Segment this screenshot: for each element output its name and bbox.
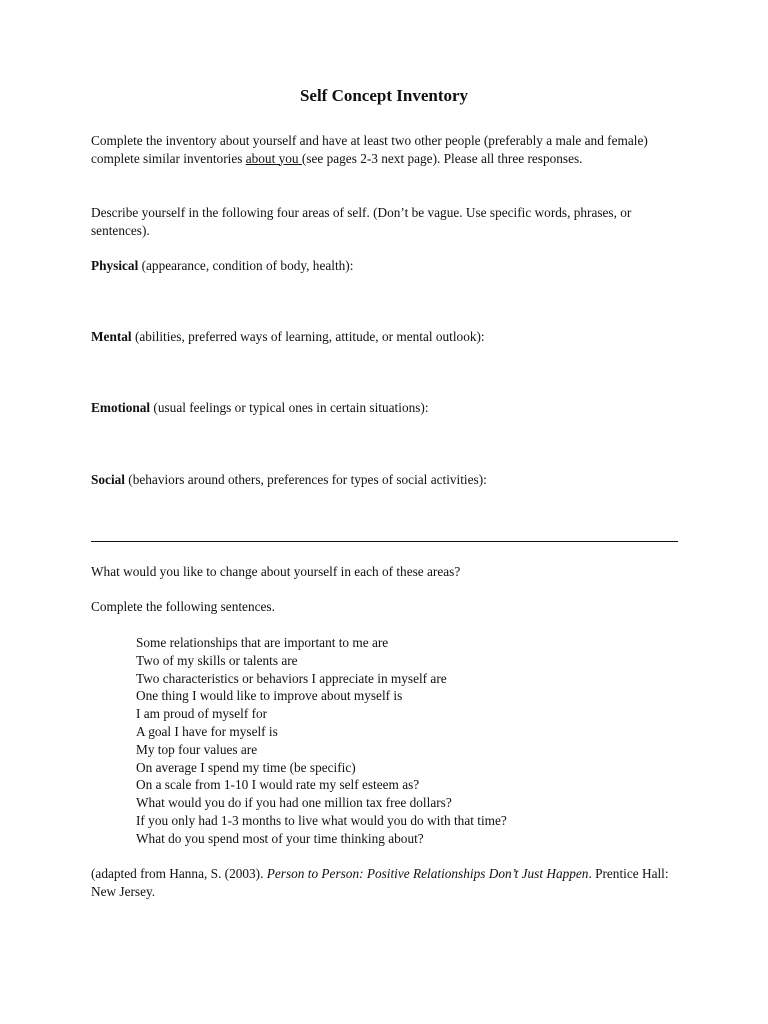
- citation-suffix: . Prentice Hall: New Jersey.: [91, 866, 669, 899]
- area-emotional: [91, 399, 681, 417]
- sentence-prompt: My top four values are: [136, 741, 258, 757]
- sentence-prompt: What would you do if you had one million tax free dollars?: [136, 795, 452, 811]
- intro-text-part2: (see pages 2-3 next page). Please all three responses.: [301, 150, 583, 166]
- section-divider: [91, 541, 678, 542]
- area-physical-description: (appearance, condition of body, health):: [138, 258, 354, 273]
- describe-instructions: Describe yourself in the following four areas of self. (Don’t be vague. Use specific words, phrases, or sentences).: [91, 205, 632, 238]
- sentence-prompt: A goal I have for myself is: [136, 723, 278, 739]
- area-emotional-description: (usual feelings or typical ones in certain situations):: [150, 400, 429, 415]
- complete-sentences-intro: Complete the following sentences.: [91, 599, 275, 614]
- sentence-prompt: I am proud of myself for: [136, 706, 268, 722]
- sentence-prompt: Two of my skills or talents are: [136, 652, 298, 668]
- sentence-prompt: On a scale from 1-10 I would rate my self esteem as?: [136, 777, 420, 793]
- area-social-label: Social: [91, 472, 125, 487]
- intro-text-part1: Complete the inventory about yourself and have at least two other people (preferably a male and female) complete similar inventories: [91, 133, 648, 166]
- area-physical: [91, 257, 681, 275]
- intro-underlined-text: about you: [245, 150, 302, 166]
- area-social-description: (behaviors around others, preferences for types of social activities):: [124, 472, 487, 487]
- area-mental-label: Mental: [91, 329, 132, 344]
- sentence-prompt: What do you spend most of your time thinking about?: [136, 830, 424, 846]
- sentence-prompts-list: [136, 634, 696, 848]
- sentence-prompt: On average I spend my time (be specific): [136, 759, 356, 775]
- area-physical-label: Physical: [91, 258, 139, 273]
- intro-paragraph: [91, 132, 681, 167]
- document-title: Self Concept Inventory: [299, 86, 469, 105]
- area-social: [91, 471, 681, 489]
- area-emotional-label: Emotional: [91, 400, 151, 415]
- area-mental-description: (abilities, preferred ways of learning, attitude, or mental outlook):: [131, 329, 485, 344]
- sentence-prompt: One thing I would like to improve about myself is: [136, 688, 403, 704]
- sentence-prompt: If you only had 1-3 months to live what would you do with that time?: [136, 812, 507, 828]
- area-mental: [91, 328, 681, 346]
- citation: [91, 865, 681, 900]
- change-question: What would you like to change about yourself in each of these areas?: [91, 564, 461, 579]
- sentence-prompt: Two characteristics or behaviors I appreciate in myself are: [136, 670, 447, 686]
- citation-prefix: (adapted from Hanna, S. (2003).: [91, 866, 267, 881]
- sentence-prompt: Some relationships that are important to me are: [136, 635, 389, 650]
- citation-book-title: Person to Person: Positive Relationships Don’t Just Happen: [266, 866, 589, 881]
